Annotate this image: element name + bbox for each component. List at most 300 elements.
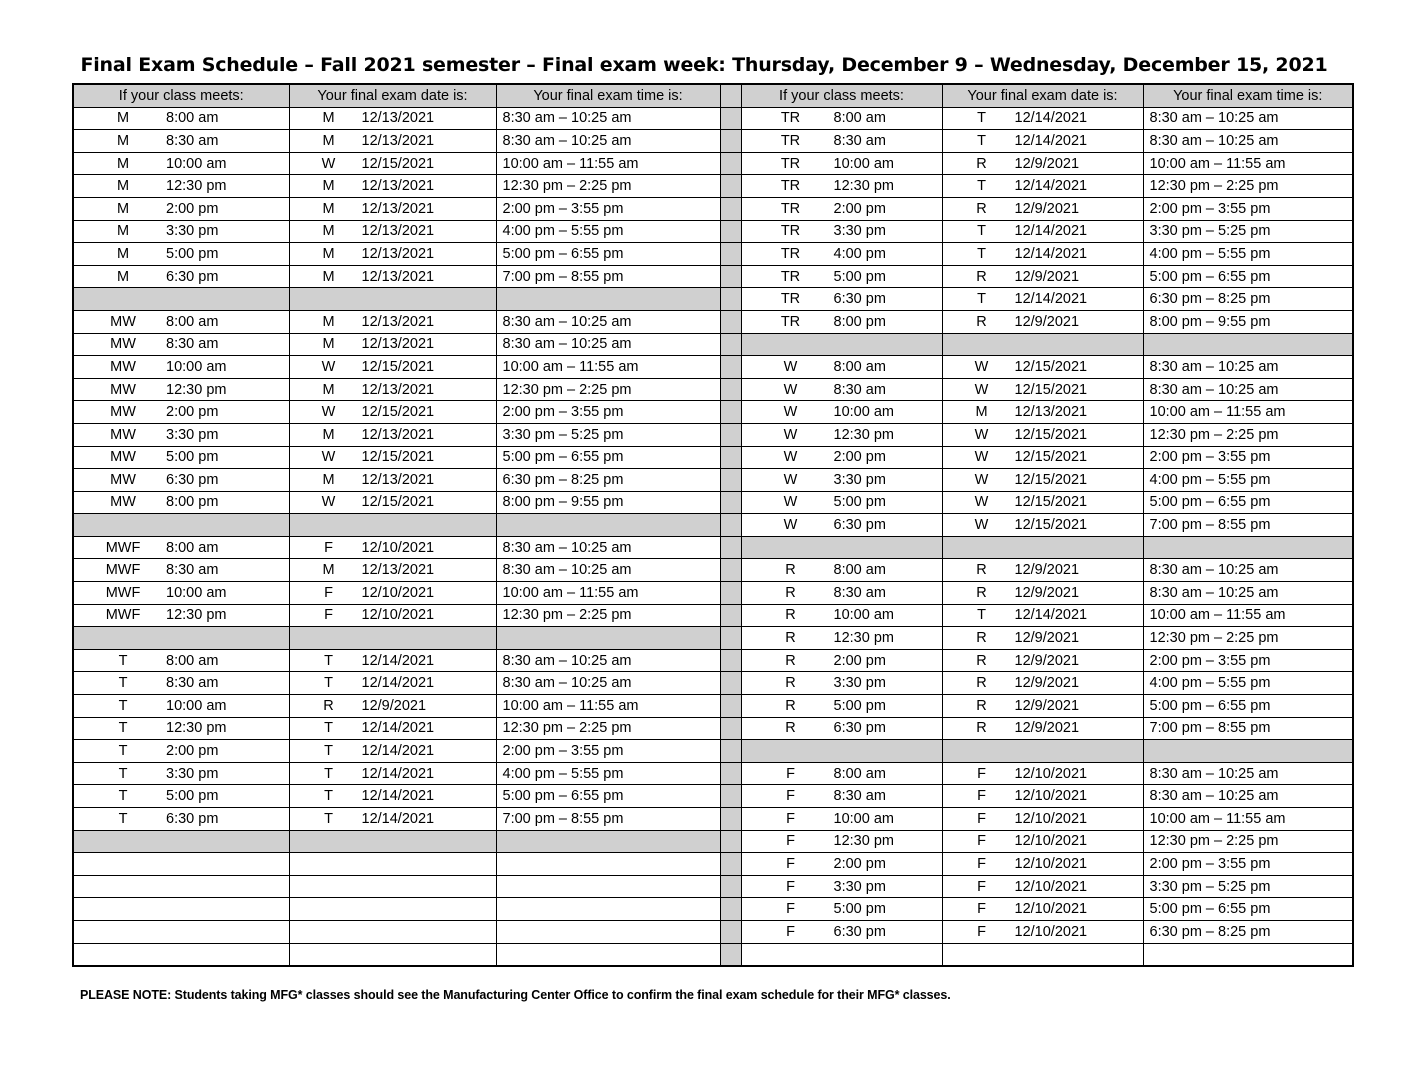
left-exam-date-cell [289,152,496,175]
table-row [73,920,1353,943]
left-exam-time-cell: 12:30 pm – 2:25 pm [496,175,720,198]
exam-day: F [977,923,986,940]
right-exam-time-cell: 12:30 pm – 2:25 pm [1143,627,1353,650]
column-gutter [720,310,741,333]
left-exam-time-cell: 5:00 pm – 6:55 pm [496,785,720,808]
left-exam-date-cell [289,243,496,266]
column-gutter [720,672,741,695]
meeting-days: W [783,517,798,534]
right-exam-date-cell [942,378,1143,401]
meeting-days: F [786,788,795,805]
exam-date: 12/13/2021 [361,132,435,149]
right-class-meets-cell [741,333,942,356]
left-exam-date-cell [289,220,496,243]
right-class-meets-cell [741,514,942,537]
right-exam-date-cell [942,423,1143,446]
right-exam-date-cell [942,197,1143,220]
right-class-meets-cell [741,152,942,175]
exam-date: 12/10/2021 [1014,810,1088,827]
right-class-meets-cell [741,672,942,695]
exam-day: T [977,223,986,240]
left-exam-date-cell [289,627,496,650]
left-header-exam-date: Your final exam date is: [289,84,496,107]
meeting-days: MW [110,358,136,375]
right-exam-date-cell [942,604,1143,627]
exam-day: W [974,381,989,398]
left-exam-date-cell [289,604,496,627]
left-class-meets-cell [73,717,289,740]
meeting-days: M [116,155,130,172]
column-gutter [720,920,741,943]
right-exam-time-cell [1143,740,1353,763]
meeting-time: 2:00 pm [166,200,219,217]
meeting-days: R [785,562,796,579]
exam-day: T [977,607,986,624]
right-class-meets-cell [741,875,942,898]
left-exam-time-cell: 8:30 am – 10:25 am [496,107,720,130]
meeting-time: 8:30 am [833,132,886,149]
exam-day: T [977,110,986,127]
meeting-time: 6:30 pm [166,268,219,285]
exam-day: M [322,471,335,488]
left-exam-date-cell [289,130,496,153]
meeting-time: 8:00 pm [166,494,219,511]
exam-day: M [975,404,988,421]
left-class-meets-cell [73,649,289,672]
exam-day: M [322,426,335,443]
left-exam-date-cell [289,107,496,130]
left-exam-time-cell [496,830,720,853]
left-exam-time-cell: 5:00 pm – 6:55 pm [496,446,720,469]
left-class-meets-cell [73,265,289,288]
exam-day: T [324,720,333,737]
exam-day: R [976,562,987,579]
column-gutter [720,762,741,785]
meeting-days: M [116,178,130,195]
exam-date: 12/13/2021 [361,471,435,488]
left-exam-time-cell: 10:00 am – 11:55 am [496,356,720,379]
left-class-meets-cell [73,401,289,424]
left-class-meets-cell [73,469,289,492]
right-class-meets-cell [741,401,942,424]
left-class-meets-cell [73,107,289,130]
column-gutter [720,84,741,107]
right-class-meets-cell [741,356,942,379]
column-gutter [720,695,741,718]
exam-day: F [977,765,986,782]
exam-date: 12/15/2021 [1014,494,1088,511]
left-class-meets-cell [73,898,289,921]
meeting-days: F [786,855,795,872]
left-exam-time-cell: 4:00 pm – 5:55 pm [496,220,720,243]
left-exam-time-cell: 8:30 am – 10:25 am [496,130,720,153]
exam-day: R [976,584,987,601]
right-exam-date-cell [942,853,1143,876]
exam-date: 12/13/2021 [361,562,435,579]
meeting-time: 8:30 am [833,381,886,398]
exam-day: R [976,720,987,737]
exam-date: 12/13/2021 [361,245,435,262]
meeting-days: F [786,833,795,850]
table-row [73,288,1353,311]
exam-date: 12/14/2021 [1014,132,1088,149]
column-gutter [720,423,741,446]
left-exam-date-cell [289,401,496,424]
right-exam-time-cell: 8:30 am – 10:25 am [1143,356,1353,379]
left-exam-time-cell: 6:30 pm – 8:25 pm [496,469,720,492]
right-class-meets-cell [741,808,942,831]
left-exam-date-cell [289,717,496,740]
left-exam-date-cell [289,333,496,356]
column-gutter [720,469,741,492]
exam-day: F [324,539,333,556]
right-exam-date-cell [942,898,1143,921]
meeting-time: 2:00 pm [833,855,886,872]
exam-date: 12/15/2021 [361,358,435,375]
right-exam-date-cell [942,808,1143,831]
right-exam-time-cell: 8:00 pm – 9:55 pm [1143,310,1353,333]
table-row [73,740,1353,763]
exam-day: M [322,110,335,127]
left-exam-time-cell: 10:00 am – 11:55 am [496,695,720,718]
exam-date: 12/14/2021 [1014,178,1088,195]
exam-date: 12/9/2021 [1014,675,1080,692]
exam-date: 12/10/2021 [361,539,435,556]
meeting-days: MWF [105,539,141,556]
right-exam-date-cell [942,627,1143,650]
exam-date: 12/14/2021 [1014,291,1088,308]
meeting-days: MWF [105,607,141,624]
exam-day: W [974,426,989,443]
column-gutter [720,808,741,831]
right-class-meets-cell [741,378,942,401]
left-exam-date-cell [289,514,496,537]
left-exam-date-cell [289,469,496,492]
exam-date: 12/13/2021 [361,268,435,285]
exam-date: 12/15/2021 [1014,471,1088,488]
exam-day: M [322,200,335,217]
meeting-days: T [118,765,128,782]
right-exam-date-cell [942,265,1143,288]
meeting-days: R [785,584,796,601]
right-exam-time-cell: 8:30 am – 10:25 am [1143,130,1353,153]
left-class-meets-cell [73,197,289,220]
left-class-meets-cell [73,740,289,763]
table-row [73,649,1353,672]
exam-date: 12/9/2021 [1014,562,1080,579]
meeting-days: TR [780,268,801,285]
meeting-time: 12:30 pm [833,426,894,443]
meeting-time: 5:00 pm [833,494,886,511]
table-row [73,536,1353,559]
exam-day: M [322,381,335,398]
exam-day: R [976,313,987,330]
right-exam-time-cell: 8:30 am – 10:25 am [1143,762,1353,785]
meeting-days: T [118,720,128,737]
table-row [73,446,1353,469]
left-class-meets-cell [73,920,289,943]
column-gutter [720,175,741,198]
left-exam-time-cell: 8:30 am – 10:25 am [496,333,720,356]
left-exam-date-cell [289,808,496,831]
exam-day: T [977,178,986,195]
exam-day: T [324,743,333,760]
right-class-meets-cell [741,107,942,130]
left-class-meets-cell [73,582,289,605]
meeting-time: 6:30 pm [833,923,886,940]
column-gutter [720,717,741,740]
right-exam-date-cell [942,582,1143,605]
left-class-meets-cell [73,243,289,266]
meeting-time: 8:30 am [166,675,219,692]
exam-date: 12/13/2021 [1014,404,1088,421]
table-row [73,197,1353,220]
meeting-days: F [786,765,795,782]
exam-date: 12/15/2021 [1014,381,1088,398]
left-exam-time-cell [496,875,720,898]
exam-date: 12/13/2021 [361,336,435,353]
column-gutter [720,220,741,243]
exam-day: T [977,245,986,262]
right-exam-time-cell: 2:00 pm – 3:55 pm [1143,197,1353,220]
right-class-meets-cell [741,853,942,876]
right-class-meets-cell [741,785,942,808]
right-exam-date-cell [942,107,1143,130]
exam-day: F [324,607,333,624]
column-gutter [720,898,741,921]
left-class-meets-cell [73,378,289,401]
exam-day: F [977,810,986,827]
left-exam-date-cell [289,920,496,943]
left-exam-time-cell: 2:00 pm – 3:55 pm [496,740,720,763]
meeting-time: 10:00 am [166,358,227,375]
exam-date: 12/14/2021 [361,743,435,760]
meeting-days: F [786,878,795,895]
exam-date: 12/13/2021 [361,313,435,330]
table-row [73,107,1353,130]
right-exam-time-cell: 12:30 pm – 2:25 pm [1143,830,1353,853]
column-gutter [720,853,741,876]
right-header-class-meets: If your class meets: [741,84,942,107]
right-header-exam-date: Your final exam date is: [942,84,1143,107]
left-class-meets-cell [73,672,289,695]
exam-day: R [976,268,987,285]
right-class-meets-cell [741,446,942,469]
right-exam-time-cell: 8:30 am – 10:25 am [1143,582,1353,605]
right-class-meets-cell [741,695,942,718]
right-class-meets-cell [741,175,942,198]
column-gutter [720,785,741,808]
column-gutter [720,401,741,424]
exam-date: 12/10/2021 [1014,855,1088,872]
meeting-time: 2:00 pm [833,449,886,466]
left-class-meets-cell [73,423,289,446]
column-gutter [720,491,741,514]
exam-date: 12/9/2021 [1014,630,1080,647]
left-class-meets-cell [73,514,289,537]
meeting-time: 5:00 pm [166,245,219,262]
right-exam-time-cell: 5:00 pm – 6:55 pm [1143,491,1353,514]
exam-date: 12/10/2021 [1014,788,1088,805]
left-exam-date-cell [289,943,496,966]
meeting-days: TR [780,110,801,127]
left-exam-date-cell [289,423,496,446]
meeting-time: 6:30 pm [833,720,886,737]
right-class-meets-cell [741,423,942,446]
left-exam-time-cell: 10:00 am – 11:55 am [496,152,720,175]
meeting-time: 8:00 pm [833,313,886,330]
meeting-days: TR [780,291,801,308]
exam-day: R [976,155,987,172]
exam-day: R [976,200,987,217]
column-gutter [720,649,741,672]
right-exam-date-cell [942,920,1143,943]
column-gutter [720,265,741,288]
right-exam-time-cell: 5:00 pm – 6:55 pm [1143,695,1353,718]
right-exam-date-cell [942,672,1143,695]
exam-day: W [974,494,989,511]
column-gutter [720,627,741,650]
right-exam-date-cell [942,875,1143,898]
meeting-days: MW [110,381,136,398]
left-class-meets-cell [73,446,289,469]
right-exam-date-cell [942,243,1143,266]
right-class-meets-cell [741,943,942,966]
left-exam-date-cell [289,740,496,763]
table-row [73,265,1353,288]
left-class-meets-cell [73,559,289,582]
meeting-days: W [783,449,798,466]
meeting-time: 12:30 pm [833,630,894,647]
exam-schedule-table [72,83,1354,967]
exam-day: W [974,471,989,488]
left-class-meets-cell [73,356,289,379]
table-row [73,356,1353,379]
exam-day: T [324,652,333,669]
column-gutter [720,943,741,966]
meeting-days: MW [110,313,136,330]
left-class-meets-cell [73,310,289,333]
exam-day: F [324,584,333,601]
meeting-days: M [116,132,130,149]
exam-date: 12/10/2021 [1014,765,1088,782]
meeting-time: 10:00 am [833,607,894,624]
meeting-time: 8:30 am [833,584,886,601]
meeting-time: 3:30 pm [833,223,886,240]
column-gutter [720,582,741,605]
meeting-time: 10:00 am [833,810,894,827]
meeting-days: MW [110,449,136,466]
meeting-days: R [785,607,796,624]
left-class-meets-cell [73,491,289,514]
right-exam-date-cell [942,333,1143,356]
right-class-meets-cell [741,717,942,740]
meeting-time: 5:00 pm [166,788,219,805]
meeting-days: R [785,630,796,647]
left-exam-time-cell: 3:30 pm – 5:25 pm [496,423,720,446]
table-row [73,875,1353,898]
right-exam-time-cell: 4:00 pm – 5:55 pm [1143,469,1353,492]
right-exam-time-cell [1143,536,1353,559]
exam-day: T [324,765,333,782]
right-exam-time-cell: 7:00 pm – 8:55 pm [1143,514,1353,537]
exam-day: M [322,132,335,149]
table-row [73,152,1353,175]
left-class-meets-cell [73,785,289,808]
exam-day: M [322,268,335,285]
left-exam-time-cell [496,920,720,943]
column-gutter [720,356,741,379]
meeting-days: MWF [105,562,141,579]
table-row [73,808,1353,831]
meeting-days: MW [110,471,136,488]
meeting-days: R [785,652,796,669]
meeting-days: R [785,697,796,714]
table-row [73,604,1353,627]
left-exam-time-cell: 7:00 pm – 8:55 pm [496,808,720,831]
right-exam-time-cell: 12:30 pm – 2:25 pm [1143,175,1353,198]
table-row [73,175,1353,198]
left-exam-time-cell: 2:00 pm – 3:55 pm [496,401,720,424]
meeting-days: MWF [105,584,141,601]
meeting-days: T [118,697,128,714]
left-header-class-meets: If your class meets: [73,84,289,107]
exam-date: 12/10/2021 [1014,878,1088,895]
right-exam-time-cell: 10:00 am – 11:55 am [1143,401,1353,424]
column-gutter [720,604,741,627]
meeting-days: TR [780,178,801,195]
right-exam-time-cell: 10:00 am – 11:55 am [1143,604,1353,627]
left-exam-time-cell: 8:30 am – 10:25 am [496,310,720,333]
meeting-days: W [783,358,798,375]
exam-date: 12/15/2021 [1014,517,1088,534]
column-gutter [720,333,741,356]
right-exam-date-cell [942,288,1143,311]
right-exam-time-cell: 4:00 pm – 5:55 pm [1143,243,1353,266]
meeting-days: F [786,901,795,918]
exam-day: F [977,855,986,872]
right-exam-date-cell [942,740,1143,763]
meeting-time: 8:00 am [166,539,219,556]
column-gutter [720,288,741,311]
right-exam-date-cell [942,491,1143,514]
exam-date: 12/14/2021 [361,675,435,692]
table-row [73,695,1353,718]
left-exam-date-cell [289,649,496,672]
right-exam-date-cell [942,175,1143,198]
exam-date: 12/10/2021 [1014,833,1088,850]
right-class-meets-cell [741,536,942,559]
table-row [73,582,1353,605]
right-exam-time-cell: 6:30 pm – 8:25 pm [1143,288,1353,311]
exam-date: 12/15/2021 [361,449,435,466]
right-exam-date-cell [942,310,1143,333]
right-exam-date-cell [942,401,1143,424]
meeting-days: MW [110,494,136,511]
exam-date: 12/15/2021 [1014,449,1088,466]
meeting-days: TR [780,245,801,262]
right-exam-date-cell [942,695,1143,718]
exam-day: T [977,132,986,149]
left-class-meets-cell [73,220,289,243]
meeting-time: 3:30 pm [833,675,886,692]
left-class-meets-cell [73,130,289,153]
table-row [73,943,1353,966]
column-gutter [720,514,741,537]
exam-day: F [977,788,986,805]
meeting-time: 8:00 am [833,358,886,375]
column-gutter [720,378,741,401]
